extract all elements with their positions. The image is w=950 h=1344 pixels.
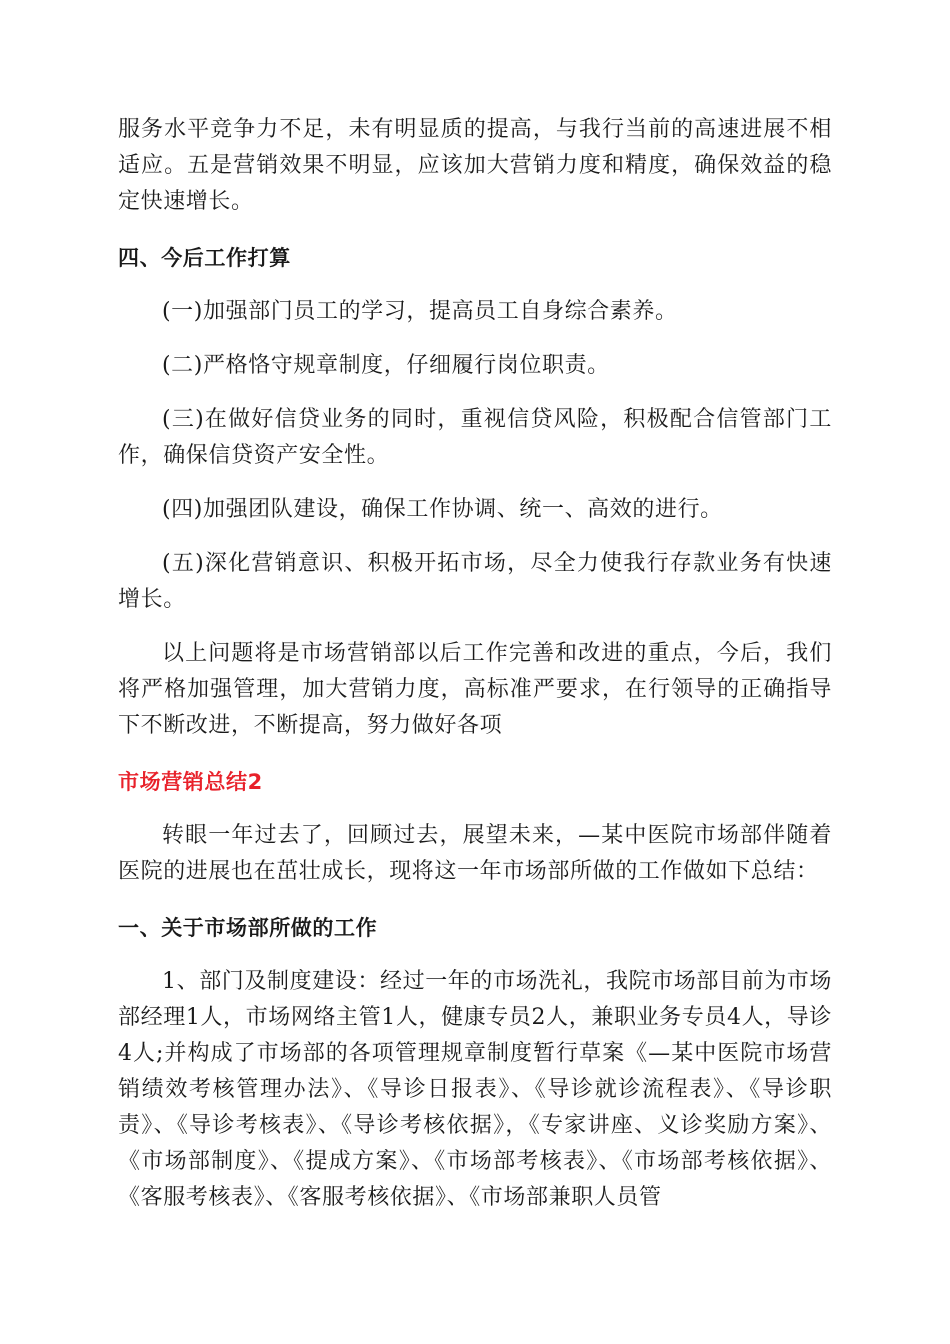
- heading-future-plans: 四、今后工作打算: [118, 246, 291, 270]
- plan-item-4: (四)加强团队建设，确保工作协调、统一、高效的进行。: [162, 497, 723, 522]
- plan-item-2: (二)严格恪守规章制度，仔细履行岗位职责。: [162, 353, 610, 378]
- paragraph-service-level: 服务水平竞争力不足，未有明显质的提高，与我行当前的高速进展不相适应。五是营销效果不明显，应该加大营销力度和精度，确保效益的稳定快速增长。: [118, 117, 832, 214]
- heading-market-dept-work: 一、关于市场部所做的工作: [118, 916, 378, 940]
- plan-item-1: (一)加强部门员工的学习，提高员工自身综合素养。: [162, 299, 678, 324]
- paragraph-dept-building: 1、部门及制度建设：经过一年的市场洗礼，我院市场部目前为市场部经理1人，市场网络主管1人，健康专员2人，兼职业务专员4人，导诊4人;并构成了市场部的各项管理规章制度暂行草案《—某中医院市场营销绩效考核管理办法》、《导诊日报表》、《导诊就诊流程表》、《导诊职责》、《导诊考核表》、《导诊考核依据》，《专家讲座、义诊奖励方案》、《市场部制度》、《提成方案》、《市场部考核表》、《市场部考核依据》、《客服考核表》、《客服考核依据》、《市场部兼职人员管: [118, 969, 832, 1210]
- section-title-marketing-summary-2: 市场营销总结2: [118, 770, 263, 794]
- paragraph-conclusion: 以上问题将是市场营销部以后工作完善和改进的重点，今后，我们将严格加强管理，加大营销力度，高标准严要求，在行领导的正确指导下不断改进，不断提高，努力做好各项: [118, 641, 832, 738]
- plan-item-5: (五)深化营销意识、积极开拓市场，尽全力使我行存款业务有快速增长。: [118, 551, 832, 612]
- paragraph-intro: 转眼一年过去了，回顾过去，展望未来，—某中医院市场部伴随着医院的进展也在茁壮成长，现将这一年市场部所做的工作做如下总结：: [118, 823, 832, 884]
- document-page: [118, 112, 832, 1216]
- plan-item-3: (三)在做好信贷业务的同时，重视信贷风险，积极配合信管部门工作，确保信贷资产安全性。: [118, 407, 832, 468]
